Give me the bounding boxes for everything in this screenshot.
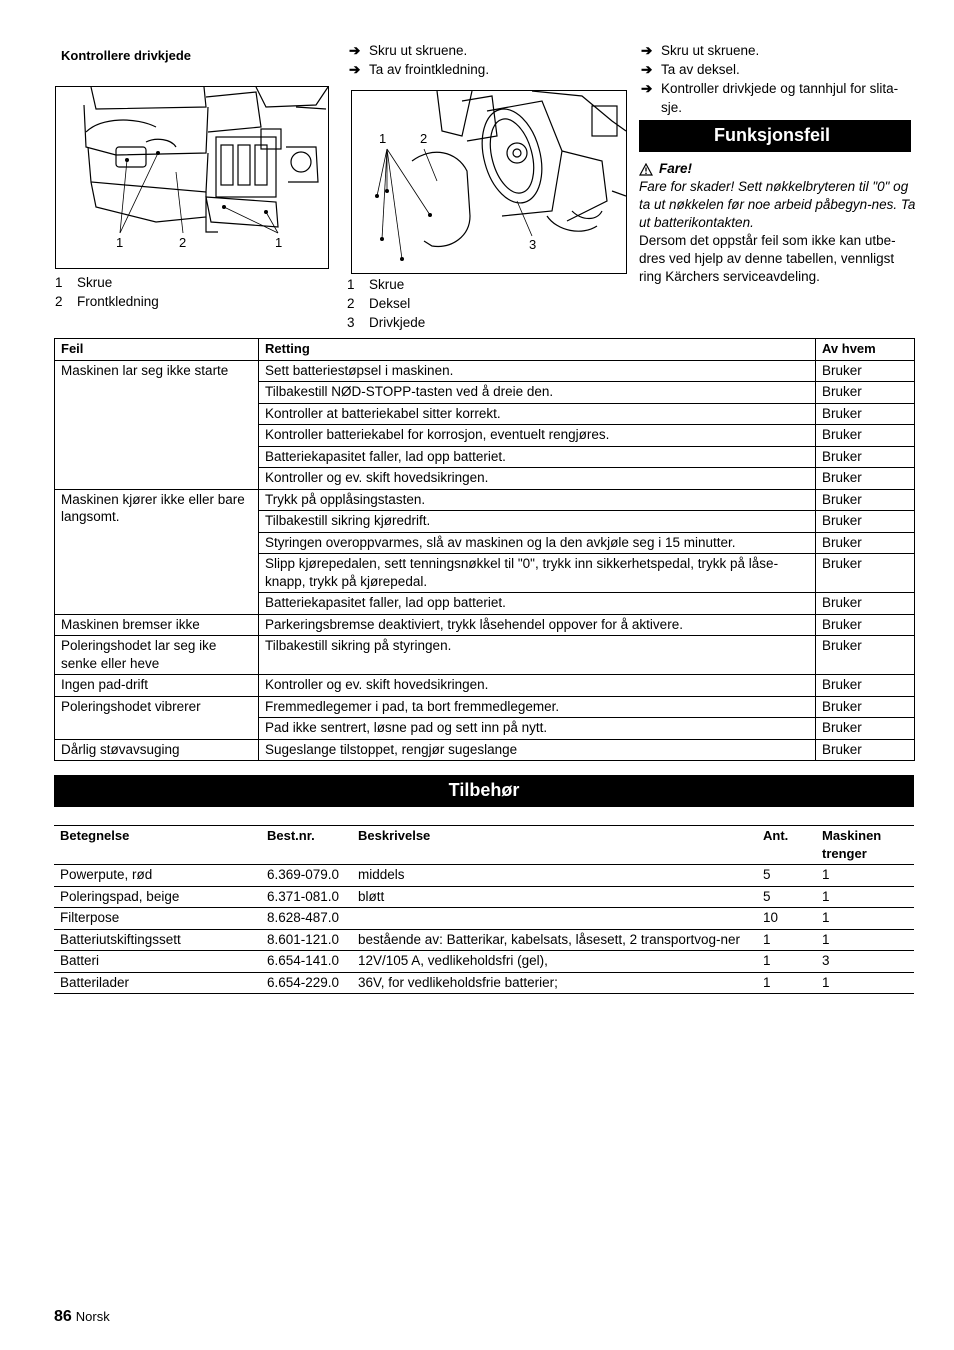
arrow-right-icon: ➔ [641,62,653,77]
table-row [55,675,915,697]
legend-item: 1 Skrue [347,277,405,292]
cell-required: 1 [816,886,914,908]
remedy-cell: Sugeslange tilstoppet, rengjør sugeslange [259,739,816,761]
body-text: Dersom det oppstår feil som ikke kan utbe-dres ved hjelp av denne tabellen, vennligst ring Kärchers serviceavdeling. [639,233,896,284]
warning-block [639,160,916,286]
fault-cell: Poleringshodet lar seg ike senke eller heve [55,636,259,675]
cell-description: 36V, for vedlikeholdsfrie batterier; [352,972,757,994]
step-item: ➔ Ta av deksel. [641,62,740,77]
cell-order-no: 6.371-081.0 [261,886,352,908]
legend-item: 2 Frontkledning [55,294,159,309]
column-header: Retting [259,339,816,361]
legend-item: 1 Skrue [55,275,113,290]
remedy-cell: Fremmedlegemer i pad, ta bort fremmedlegemer. [259,696,816,718]
table-row [55,739,915,761]
who-cell: Bruker [816,636,915,675]
who-cell: Bruker [816,675,915,697]
cell-required: 1 [816,972,914,994]
cell-qty: 5 [757,865,816,887]
warning-heading: Fare! [639,160,916,178]
arrow-right-icon: ➔ [349,62,361,77]
accessories-table [54,825,914,994]
table-header-row [55,339,915,361]
who-cell: Bruker [816,532,915,554]
remedy-cell: Sett batteriestøpsel i maskinen. [259,360,816,382]
table-row [55,360,915,382]
cell-qty: 1 [757,951,816,973]
fault-cell: Maskinen kjører ikke eller bare langsomt. [55,489,259,614]
column-header: Av hvem [816,339,915,361]
who-cell: Bruker [816,489,915,511]
table-row [55,636,915,675]
column-header: Beskrivelse [352,826,757,865]
column-header: Ant. [757,826,816,865]
fault-cell: Poleringshodet vibrerer [55,696,259,739]
who-cell: Bruker [816,593,915,615]
remedy-cell: Tilbakestill NØD-STOPP-tasten ved å dreie den. [259,382,816,404]
cell-name: Batteri [54,951,261,973]
cell-description: bløtt [352,886,757,908]
remedy-cell: Pad ikke sentrert, løsne pad og sett inn på nytt. [259,718,816,740]
remedy-cell: Tilbakestill sikring på styringen. [259,636,816,675]
remedy-cell: Tilbakestill sikring kjøredrift. [259,511,816,533]
table-row [54,972,914,994]
remedy-cell: Slipp kjørepedalen, sett tenningsnøkkel til "0", trykk inn sikkerhetspedal, trykk på låse-knapp, trykk på kjørepedal. [259,554,816,593]
step-item: ➔ Skru ut skruene. [349,43,468,58]
remedy-cell: Kontroller og ev. skift hovedsikringen. [259,675,816,697]
table-row [54,908,914,930]
cell-description: 12V/105 A, vedlikeholdsfri (gel), [352,951,757,973]
step-item: ➔ Skru ut skruene. [641,43,760,58]
cell-order-no: 8.601-121.0 [261,929,352,951]
figure-front-cover [55,86,329,269]
table-row [55,614,915,636]
callout-1: 1 [379,131,387,146]
cell-qty: 5 [757,886,816,908]
table-row [54,929,914,951]
cell-name: Batteriutskiftingssett [54,929,261,951]
remedy-cell: Kontroller batteriekabel for korrosjon, eventuelt rengjøres. [259,425,816,447]
cell-name: Poleringspad, beige [54,886,261,908]
column-header: Best.nr. [261,826,352,865]
callout-2: 2 [420,131,428,146]
column-header: Feil [55,339,259,361]
who-cell: Bruker [816,446,915,468]
legend-item: 2 Deksel [347,296,411,311]
arrow-right-icon: ➔ [641,43,653,58]
who-cell: Bruker [816,403,915,425]
arrow-right-icon: ➔ [641,81,653,96]
cell-required: 1 [816,908,914,930]
table-row [54,886,914,908]
section-title-tilbehor: Tilbehør [54,775,914,807]
legend-left [55,273,325,311]
cell-order-no: 6.654-229.0 [261,972,352,994]
table-row [55,489,915,511]
fault-cell: Dårlig støvavsuging [55,739,259,761]
cell-name: Batterilader [54,972,261,994]
callout-2: 2 [179,235,187,250]
who-cell: Bruker [816,511,915,533]
legend-middle [347,275,617,332]
cell-qty: 10 [757,908,816,930]
fault-cell: Maskinen bremser ikke [55,614,259,636]
table-row [55,696,915,718]
who-cell: Bruker [816,468,915,490]
who-cell: Bruker [816,382,915,404]
arrow-right-icon: ➔ [349,43,361,58]
callout-1: 1 [116,235,124,250]
who-cell: Bruker [816,425,915,447]
cell-description: middels [352,865,757,887]
who-cell: Bruker [816,739,915,761]
steps-middle [347,41,627,79]
warning-triangle-icon [639,163,653,176]
fault-cell: Maskinen lar seg ikke starte [55,360,259,489]
step-item: ➔ Kontroller drivkjede og tannhjul for slita-sje. [641,81,899,115]
who-cell: Bruker [816,360,915,382]
page-footer [54,1308,110,1326]
section-title-funksjonsfeil: Funksjonsfeil [639,120,911,152]
table-header-row [54,826,914,865]
cell-name: Powerpute, rød [54,865,261,887]
table-row [54,865,914,887]
legend-item: 3 Drivkjede [347,315,426,330]
fault-table [54,338,915,761]
figure-drive-chain [351,90,627,274]
remedy-cell: Trykk på opplåsingstasten. [259,489,816,511]
cell-qty: 1 [757,972,816,994]
cell-description [352,908,757,930]
table-row [54,951,914,973]
step-item: ➔ Ta av frointkledning. [349,62,490,77]
cell-required: 1 [816,929,914,951]
callout-1b: 1 [275,235,283,250]
remedy-cell: Styringen overoppvarmes, slå av maskinen og la den avkjøle seg i 15 minutter. [259,532,816,554]
cell-qty: 1 [757,929,816,951]
section-heading: Kontrollere drivkjede [61,48,192,63]
column-header: Betegnelse [54,826,261,865]
cell-required: 3 [816,951,914,973]
who-cell: Bruker [816,554,915,593]
who-cell: Bruker [816,696,915,718]
cell-order-no: 8.628-487.0 [261,908,352,930]
cell-name: Filterpose [54,908,261,930]
page-number: 86 [54,1308,72,1325]
who-cell: Bruker [816,614,915,636]
remedy-cell: Batteriekapasitet faller, lad opp batteriet. [259,446,816,468]
remedy-cell: Kontroller at batteriekabel sitter korrekt. [259,403,816,425]
cell-required: 1 [816,865,914,887]
callout-3: 3 [529,237,537,252]
steps-right [639,41,916,117]
remedy-cell: Kontroller og ev. skift hovedsikringen. [259,468,816,490]
column-header: Maskinen trenger [816,826,914,865]
who-cell: Bruker [816,718,915,740]
fault-cell: Ingen pad-drift [55,675,259,697]
remedy-cell: Parkeringsbremse deaktiviert, trykk låsehendel oppover for å aktivere. [259,614,816,636]
cell-order-no: 6.369-079.0 [261,865,352,887]
remedy-cell: Batteriekapasitet faller, lad opp batteriet. [259,593,816,615]
warning-text: Fare for skader! Sett nøkkelbryteren til "0" og ta ut nøkkelen før noe arbeid påbegyn-nes. Ta ut batterikontakten. [639,179,916,230]
language-label: Norsk [75,1309,110,1324]
cell-description: bestående av: Batterikar, kabelsats, låsesett, 2 transportvog-ner [352,929,757,951]
cell-order-no: 6.654-141.0 [261,951,352,973]
